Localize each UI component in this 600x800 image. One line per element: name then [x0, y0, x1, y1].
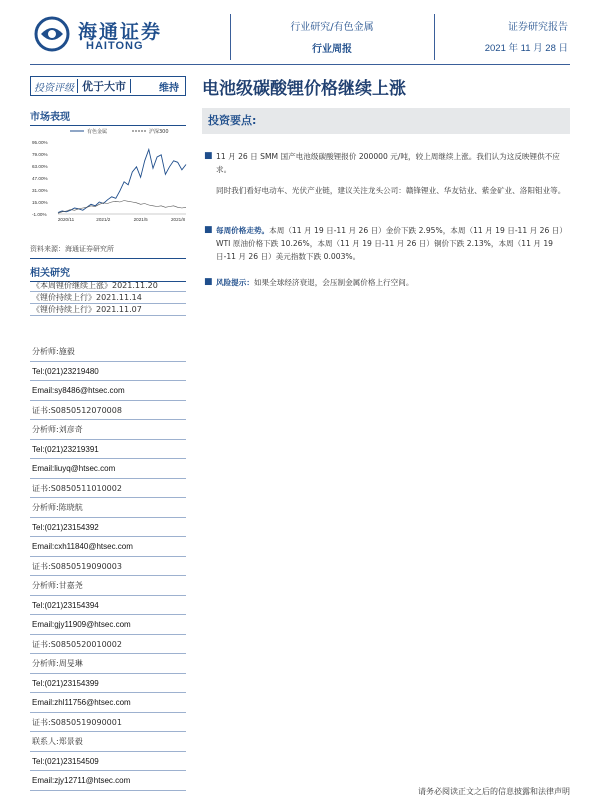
key-point-body: 如果全球经济衰退，会压制金属价格上行空间。: [253, 278, 414, 287]
y-tick-label: 63.00%: [32, 164, 48, 169]
bullet-icon: ■: [204, 151, 213, 161]
rating-action: 维持: [159, 82, 179, 94]
key-point-bullet: [202, 276, 570, 289]
y-tick-label: 79.00%: [32, 152, 48, 157]
legend-label: 有色金属: [87, 129, 108, 135]
bullet-icon: ■: [204, 225, 213, 235]
analyst-row[interactable]: Email:sy8486@htsec.com: [30, 381, 186, 401]
analyst-row[interactable]: Email:liuyq@htsec.com: [30, 459, 186, 479]
x-tick-label: 2021/8: [170, 217, 186, 222]
analyst-row[interactable]: Email:zjy12711@htsec.com: [30, 771, 186, 791]
disclaimer-footer: 请务必阅读正文之后的信息披露和法律声明: [418, 787, 570, 796]
x-tick-label: 2021/5: [133, 217, 148, 222]
chart-legend: [70, 128, 169, 135]
chart-source: 资料来源：海通证券研究所: [30, 245, 114, 253]
analyst-row[interactable]: Email:gjy11909@htsec.com: [30, 615, 186, 635]
analyst-row: 分析师:刘彦奇: [30, 420, 186, 440]
key-point-paragraph: 同时我们看好电动车、光伏产业链，建议关注龙头公司：赣锋锂业、华友钴业、紫金矿业、洛阳钼业等。: [216, 186, 566, 195]
report-date: 2021 年 11 月 28 日: [484, 43, 568, 54]
series-line-nonferrous: [58, 150, 186, 213]
series-line-hs300: [58, 201, 186, 214]
key-points-heading: 投资要点:: [202, 108, 570, 134]
rating-value: 优于大市: [82, 80, 126, 93]
analyst-row: 证书:S0850519090001: [30, 713, 186, 733]
legend-label: 沪深300: [149, 129, 169, 135]
investment-rating: [30, 76, 186, 96]
key-point-text: [216, 276, 570, 289]
related-item[interactable]: 《本周锂价继续上涨》2021.11.20: [30, 280, 186, 292]
key-point-body: 本周（11 月 19 日-11 月 26 日）金价下跌 2.95%，本周（11 月 19 日-11 月 26 日）WTI 原油价格下跌 10.26%，本周（11 月 19 日-11 月 26 日）铜价下跌 2.13%，本周（11 月 19 日-11 月 26 日）美元指数下跌 0.003%。: [216, 226, 567, 261]
report-category: 行业研究/有色金属: [290, 22, 374, 33]
key-point-label: 风险提示：: [216, 278, 254, 287]
market-chart: [30, 126, 190, 236]
y-tick-label: 31.00%: [32, 188, 48, 193]
analyst-row: Tel:(021)23154399: [30, 674, 186, 694]
y-tick-label: 95.00%: [32, 140, 48, 145]
report-title: 电池级碳酸锂价格继续上涨: [202, 79, 406, 99]
bullet-icon: ■: [204, 277, 213, 287]
analyst-row: 证书:S0850512070008: [30, 401, 186, 421]
brand-name-cn: 海通证券: [78, 21, 163, 43]
header-divider: [230, 14, 231, 60]
report-type: 行业周报: [312, 44, 352, 55]
related-item[interactable]: 《锂价持续上行》2021.11.07: [30, 304, 186, 316]
key-point-text: [216, 224, 570, 263]
related-item[interactable]: 《锂价持续上行》2021.11.14: [30, 292, 186, 304]
analyst-row: 分析师:陈晓航: [30, 498, 186, 518]
related-heading: 相关研究: [30, 264, 186, 282]
key-point-label: 每周价格走势。: [216, 226, 270, 235]
analyst-row: Tel:(021)23154509: [30, 752, 186, 772]
haitong-logo-icon: [34, 16, 70, 52]
y-tick-label: 15.00%: [32, 200, 48, 205]
analyst-row: Tel:(021)23219480: [30, 362, 186, 382]
analyst-row: 分析师:施毅: [30, 342, 186, 362]
related-list: [30, 280, 186, 316]
analyst-row: Tel:(021)23154394: [30, 596, 186, 616]
key-point-bullet: [202, 150, 570, 176]
analyst-row: 联系人:郑景毅: [30, 732, 186, 752]
analyst-row: 证书:S0850511010002: [30, 479, 186, 499]
analyst-row: Tel:(021)23154392: [30, 518, 186, 538]
rating-divider: [130, 79, 131, 93]
analyst-row: Tel:(021)23219391: [30, 440, 186, 460]
analyst-list: [30, 342, 186, 791]
analyst-row: 分析师:周旻琳: [30, 654, 186, 674]
analyst-row[interactable]: Email:cxh11840@htsec.com: [30, 537, 186, 557]
y-tick-label: 47.00%: [32, 176, 48, 181]
x-tick-label: 2020/11: [57, 217, 75, 222]
key-point-bullet: [202, 224, 570, 263]
analyst-row: 分析师:甘嘉尧: [30, 576, 186, 596]
report-kind: 证券研究报告: [508, 22, 568, 33]
section-rule: [30, 258, 186, 259]
analyst-row: 证书:S0850520010002: [30, 635, 186, 655]
brand-name-en: HAITONG: [86, 40, 144, 52]
y-tick-label: -1.00%: [32, 212, 47, 217]
header-rule: [30, 64, 570, 65]
header-divider: [434, 14, 435, 60]
rating-label: 投资评级: [34, 82, 74, 94]
analyst-row: 证书:S0850519090003: [30, 557, 186, 577]
market-heading: 市场表现: [30, 108, 186, 126]
analyst-row[interactable]: Email:zhl11756@htsec.com: [30, 693, 186, 713]
key-point-text: 11 月 26 日 SMM 国产电池级碳酸锂报价 200000 元/吨，较上周继续上涨。我们认为这反映锂供不应求。: [216, 152, 560, 174]
x-tick-label: 2021/2: [96, 217, 111, 222]
